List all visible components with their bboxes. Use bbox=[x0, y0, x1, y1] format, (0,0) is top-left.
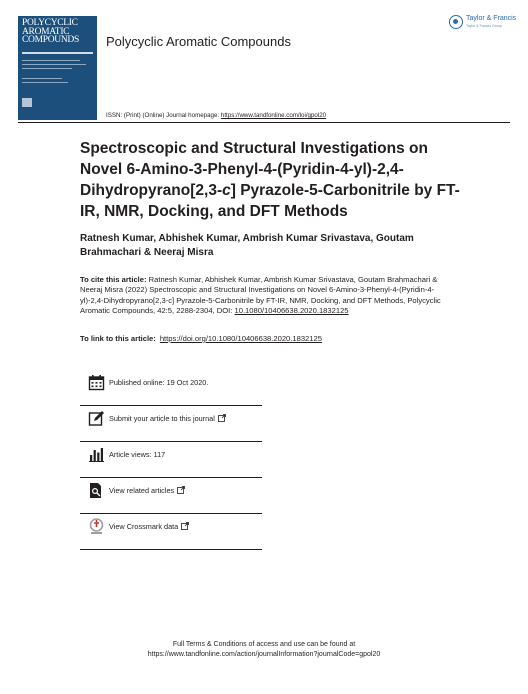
edit-icon bbox=[88, 410, 105, 427]
journal-name[interactable]: Polycyclic Aromatic Compounds bbox=[106, 34, 291, 49]
publisher-logo-icon bbox=[449, 15, 463, 29]
cover-text-line bbox=[22, 82, 68, 83]
crossmark-data-link[interactable] bbox=[109, 522, 189, 531]
cover-text-line bbox=[22, 60, 80, 61]
info-item-submit[interactable] bbox=[80, 406, 262, 442]
submit-article-link[interactable] bbox=[109, 414, 226, 423]
info-item-views bbox=[80, 442, 262, 478]
journal-homepage-link[interactable]: https://www.tandfonline.com/loi/gpol20 bbox=[220, 112, 327, 119]
related-articles-label: View related articles bbox=[109, 486, 175, 495]
citation-block bbox=[80, 275, 450, 317]
info-divider bbox=[80, 549, 262, 550]
terms-text: Full Terms & Conditions of access and use can be found at bbox=[172, 641, 356, 648]
journal-cover-image bbox=[18, 16, 97, 120]
article-views: Article views: 117 bbox=[109, 450, 166, 459]
calendar-icon bbox=[88, 374, 105, 391]
cover-text-line bbox=[22, 64, 86, 65]
related-articles-link[interactable] bbox=[109, 486, 185, 495]
title-part-2: ] Pyrazole-5-Carbonitrile by FT-IR, NMR, Docking, and DFT Methods bbox=[80, 182, 460, 220]
article-authors: Ratnesh Kumar, Abhishek Kumar, Ambrish Kumar Srivastava, Goutam Brahmachari & Neeraj Misra bbox=[80, 233, 414, 258]
cover-divider bbox=[22, 52, 93, 54]
external-link-icon bbox=[181, 522, 189, 530]
header-divider bbox=[18, 122, 510, 123]
citation-label: To cite this article: bbox=[80, 275, 147, 284]
article-info-list bbox=[80, 370, 262, 550]
info-item-published bbox=[80, 370, 262, 406]
crossmark-label: View Crossmark data bbox=[109, 522, 179, 531]
citation-doi-link[interactable]: 10.1080/10406638.2020.1832125 bbox=[234, 306, 349, 316]
published-date: Published online: 19 Oct 2020. bbox=[109, 378, 209, 387]
issn-label: ISSN: (Print) (Online) Journal homepage: bbox=[106, 112, 221, 119]
cover-title: POLYCYCLIC AROMATIC COMPOUNDS bbox=[22, 18, 79, 45]
article-title bbox=[80, 138, 470, 222]
issn-line bbox=[106, 112, 326, 119]
bar-chart-icon bbox=[88, 446, 105, 463]
title-italic: c bbox=[222, 182, 231, 199]
cover-text-line bbox=[22, 68, 72, 69]
terms-url[interactable]: https://www.tandfonline.com/action/journalInformation?journalCode=gpol20 bbox=[147, 651, 381, 658]
article-doi-link[interactable]: https://doi.org/10.1080/10406638.2020.1832125 bbox=[159, 334, 322, 343]
submit-article-label: Submit your article to this journal bbox=[109, 414, 215, 423]
citation-text: Ratnesh Kumar, Abhishek Kumar, Ambrish Kumar Srivastava, Goutam Brahmachari & Neeraj Misra (2022) Spectroscopic and Structural Investigations on Novel 6-Amino-3-Phenyl-4-(Pyridin-4-yl)-2,4-Dihydropyrano[2,3-c] Pyrazole-5-Carbonitrile by FT-IR, NMR, Docking, and DFT Methods, Polycyclic Aromatic Compounds, 42:5, 2288-2304, DOI: bbox=[80, 275, 441, 316]
title-part-1: Spectroscopic and Structural Investigations on Novel 6-Amino-3-Phenyl-4-(Pyridin-4-yl)-2,4-Dihydropyrano[2,3- bbox=[80, 140, 428, 199]
cover-text-line bbox=[22, 78, 62, 79]
publisher-logo-subtext: Taylor & Francis Group bbox=[466, 24, 502, 28]
external-link-icon bbox=[177, 486, 185, 494]
publisher-logo[interactable] bbox=[449, 14, 519, 34]
external-link-icon bbox=[218, 414, 226, 422]
info-item-crossmark[interactable] bbox=[80, 514, 262, 550]
article-link-line bbox=[80, 334, 460, 344]
related-search-icon bbox=[88, 482, 105, 499]
info-item-related[interactable] bbox=[80, 478, 262, 514]
cover-publisher-mark bbox=[22, 98, 32, 107]
publisher-logo-text: Taylor & Francis bbox=[466, 15, 517, 22]
link-label: To link to this article: bbox=[80, 334, 156, 343]
crossmark-icon bbox=[88, 518, 105, 535]
terms-footer bbox=[0, 640, 528, 660]
